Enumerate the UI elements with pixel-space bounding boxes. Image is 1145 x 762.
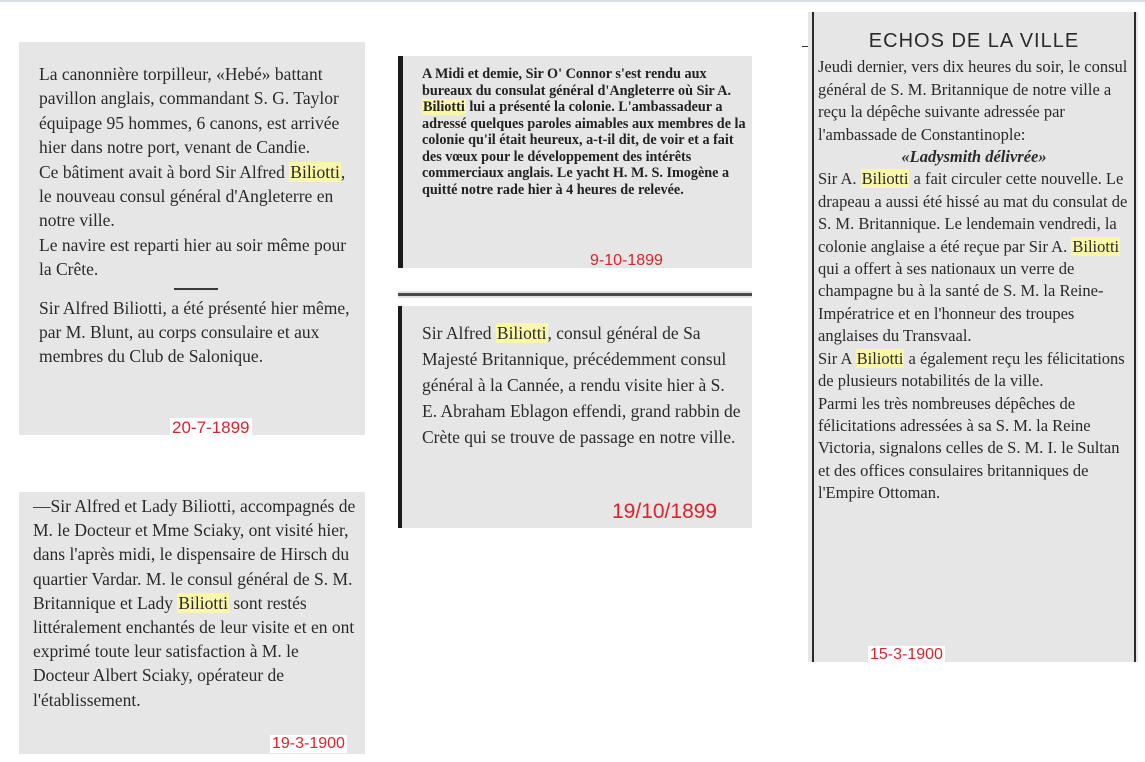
clip1-paragraph-1: La canonnière torpilleur, «Hebé» battant pavillon anglais, commandant S. G. Taylor équipage 95 hommes, 6 canons, est arrivée hier dans notre port, venant de Candie. (39, 64, 340, 158)
highlight-biliotti: Biliotti (496, 323, 547, 343)
clip5-paragraph-1: Jeudi dernier, vers dix heures du soir, le consul général de S. M. Britannique de notre ville a reçu la dépêche suivante adressée par l'ambassade de Constantinople: (818, 57, 1128, 144)
newspaper-clipping-4 (398, 306, 752, 528)
separator-line (398, 293, 752, 296)
top-border (0, 0, 1145, 2)
column-rule-right (1134, 12, 1136, 662)
newspaper-clipping-5 (808, 12, 1138, 662)
clip5-paragraph-2: Sir A. Biliotti a fait circuler cette nouvelle. Le drapeau a aussi été hissé au mat du consulat de S. M. Britannique. Le lendemain vendredi, la colonie anglaise a été reçue par Sir A. Biliotti qui a offert à ses nationaux un verre de champagne bu à la santé de S. M. la Reine-Impératrice et en l'honneur des troupes anglaises du Transvaal. (818, 169, 1128, 346)
clip3-paragraph: A Midi et demie, Sir O' Connor s'est rendu aux bureaux du consulat général d'Angleterre où Sir A. Biliotti lui a présenté la colonie. L'ambassadeur a adressé quelques paroles aimables aux membres de la colonie qu'il était heureux, a-t-il dit, de voir et a fait des vœux pour le développement des intérêts commerciaux anglais. Le yacht H. M. S. Imogène a quitté notre rade hier à 4 heures de relevée. (422, 66, 746, 198)
clip1-paragraph-3: Le navire est reparti hier au soir même pour la Crête. (39, 234, 347, 280)
highlight-biliotti: Biliotti (861, 169, 909, 189)
clip5-subheading: «Ladysmith délivrée» (901, 147, 1047, 167)
date-label-clip2: 19-3-1900 (272, 735, 345, 752)
section-heading: ECHOS DE LA VILLE (868, 30, 1080, 52)
clip4-paragraph: Sir Alfred Biliotti, consul général de Sa Majesté Britannique, précédemment consul général à la Cannée, a rendu visite hier à S. E. Abraham Eblagon effendi, grand rabbin de Crète qui se trouve de passage en notre ville. (422, 323, 741, 447)
separator-rule (174, 288, 218, 290)
column-rule-left (812, 12, 814, 662)
newspaper-clipping-3 (398, 56, 752, 268)
separator-bar (398, 291, 752, 298)
date-label-clip3: 9-10-1899 (590, 252, 663, 269)
clip5-paragraph-3: Sir A Biliotti a également reçu les félicitations de plusieurs notabilités de la ville. (818, 348, 1125, 391)
column-rule (398, 56, 403, 268)
newspaper-clipping-2 (19, 492, 365, 754)
date-label-clip4: 19/10/1899 (612, 500, 718, 523)
highlight-biliotti: Biliotti (856, 348, 904, 368)
date-label-clip1: 20-7-1899 (172, 418, 250, 437)
date-label-clip5: 15-3-1900 (870, 646, 943, 663)
highlight-biliotti: Biliotti (290, 161, 340, 182)
highlight-biliotti: Biliotti (423, 99, 465, 115)
clip1-paragraph-4: Sir Alfred Biliotti, a été présenté hier même, par M. Blunt, au corps consulaire et aux membres du Club de Salonique. (39, 297, 350, 367)
highlight-biliotti: Biliotti (178, 592, 228, 613)
newspaper-clipping-1 (19, 42, 365, 435)
clip5-paragraph-4: Parmi les très nombreuses dépêches de félicitations adressées à sa S. M. la Reine Victoria, signalons celles de S. M. I. le Sultan et des offices consulaires britanniques de l'Empire Ottoman. (818, 393, 1120, 503)
column-rule (398, 306, 402, 528)
highlight-biliotti: Biliotti (1072, 236, 1120, 256)
clip2-paragraph: —Sir Alfred et Lady Biliotti, accompagnés de M. le Docteur et Mme Sciaky, ont visité hier, dans l'après midi, le dispensaire de Hirsch du quartier Vardar. M. le consul général de S. M. Britannique et Lady Biliotti sont restés littéralement enchantés de leur visite et en ont exprimé toute leur satisfaction à M. le Docteur Albert Sciaky, opérateur de l'établissement. (33, 496, 356, 710)
clip1-paragraph-2: Ce bâtiment avait à bord Sir Alfred Biliotti, le nouveau consul général d'Angleterre en notre ville. (39, 161, 346, 231)
